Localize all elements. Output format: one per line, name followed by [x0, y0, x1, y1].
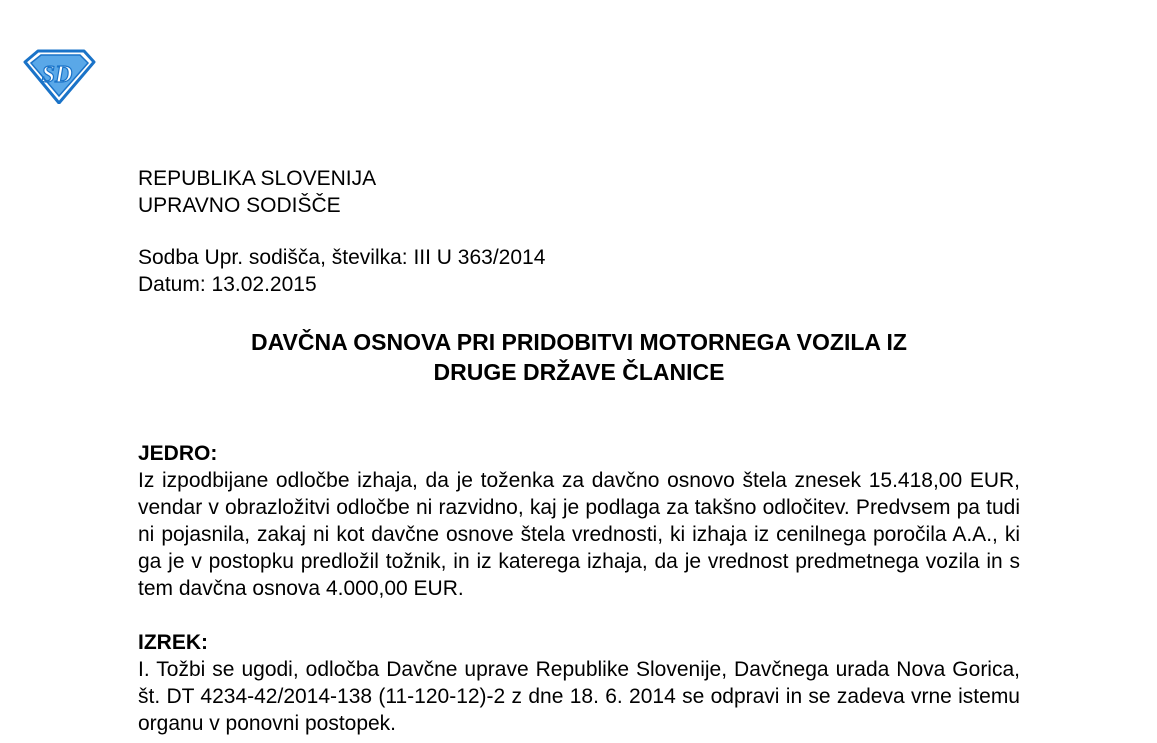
jedro-heading: JEDRO:: [138, 442, 218, 465]
title-line-2: DRUGE DRŽAVE ČLANICE: [433, 359, 725, 385]
country-label: REPUBLIKA SLOVENIJA: [138, 167, 377, 190]
izrek-text: I. Tožbi se ugodi, odločba Davčne uprave Republike Slovenije, Davčnega urada Nova Gorica, št. DT 4234-42/2014-138 (11-120-12)-2 z dne 18. 6. 2014 se odpravi in se zadeva vrne istemu organu v ponovni postopek.: [138, 658, 1020, 735]
document-title: [138, 327, 1020, 387]
document-meta: [138, 244, 545, 298]
izrek-section: [138, 629, 1020, 737]
svg-text:SD: SD: [41, 62, 73, 88]
case-number: Sodba Upr. sodišča, številka: III U 363/2014: [138, 246, 546, 269]
title-line-1: DAVČNA OSNOVA PRI PRIDOBITVI MOTORNEGA VOZILA IZ: [251, 329, 907, 355]
sodisce-logo-icon: [22, 48, 96, 104]
jedro-text: Iz izpodbijane odločbe izhaja, da je toženka za davčno osnovo štela znesek 15.418,00 EUR, vendar v obrazložitvi odločbe ni razvidno, kaj je podlaga za takšno odločitev. Predvsem pa tudi ni pojasnila, zakaj ni kot davčne osnove štela vrednosti, ki izhaja iz cenilnega poročila A.A., ki ga je v postopku predložil tožnik, in iz katerega izhaja, da je vrednost predmetnega vozila in s tem davčna osnova 4.000,00 EUR.: [138, 469, 1020, 600]
court-label: UPRAVNO SODIŠČE: [138, 194, 341, 217]
decision-date: Datum: 13.02.2015: [138, 273, 317, 296]
izrek-heading: IZREK:: [138, 631, 208, 654]
jedro-section: [138, 440, 1020, 602]
document-header: [138, 165, 376, 219]
